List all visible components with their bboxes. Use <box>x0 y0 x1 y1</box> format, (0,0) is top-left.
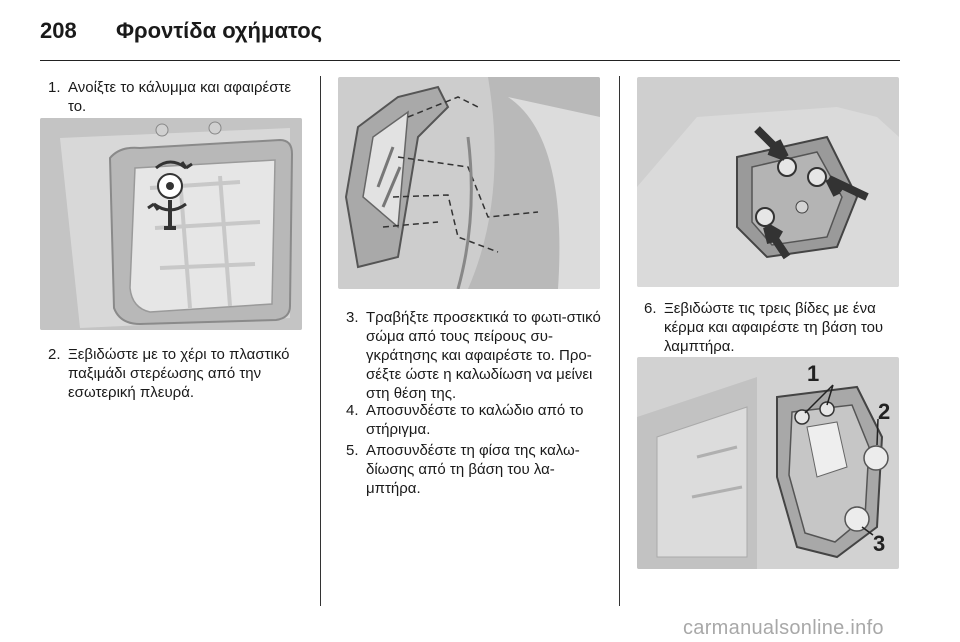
illustration-bulb-holder <box>637 357 899 569</box>
step-text: Τραβήξτε προσεκτικά το φωτι-στικό σώμα από τους πείρους συ-γκράτησης και αφαιρέστε το. Προ-σέξτε ώστε η καλωδίωση να μείνει στη θέση της. <box>366 309 601 402</box>
step-5 <box>346 441 606 498</box>
step-number: 2. <box>48 346 61 363</box>
step-3 <box>346 308 606 403</box>
figure-cover-nut <box>40 118 302 330</box>
step-text: Αποσυνδέστε τη φίσα της καλω-δίωσης από τη βάση του λα-μπτήρα. <box>366 442 580 497</box>
step-6 <box>644 299 906 356</box>
step-number: 5. <box>346 442 359 459</box>
step-number: 6. <box>644 300 657 317</box>
watermark: carmanualsonline.info <box>683 617 884 639</box>
step-text: Αποσυνδέστε το καλώδιο από το στήριγμα. <box>366 402 584 438</box>
step-number: 4. <box>346 402 359 419</box>
step-text: Ανοίξτε το κάλυμμα και αφαιρέστε το. <box>68 79 292 115</box>
figure-callout-2: 2 <box>878 399 891 424</box>
step-number: 1. <box>48 79 61 96</box>
figure-tail-light-pull <box>338 77 600 289</box>
figure-screws-arrows <box>637 77 899 287</box>
step-1 <box>48 78 308 116</box>
step-4 <box>346 401 606 439</box>
step-number: 3. <box>346 309 359 326</box>
illustration-screws-arrows <box>637 77 899 287</box>
step-text: Ξεβιδώστε με το χέρι το πλαστικό παξιμάδι στερέωσης από την εσωτερική πλευρά. <box>68 346 290 401</box>
step-2 <box>48 345 310 402</box>
figure-callout-3: 3 <box>873 531 886 556</box>
header-divider <box>40 60 900 61</box>
illustration-cover-nut <box>40 118 302 330</box>
page-header <box>40 18 920 48</box>
page-title: Φροντίδα οχήματος <box>116 18 323 43</box>
illustration-tail-light-pull <box>338 77 600 289</box>
column-divider-1 <box>320 76 321 606</box>
figure-callout-1: 1 <box>807 361 820 386</box>
step-text: Ξεβιδώστε τις τρεις βίδες με ένα κέρμα και αφαιρέστε τη βάση του λαμπτήρα. <box>664 300 884 355</box>
figure-bulb-holder <box>637 357 899 569</box>
column-divider-2 <box>619 76 620 606</box>
page-number: 208 <box>40 18 77 43</box>
